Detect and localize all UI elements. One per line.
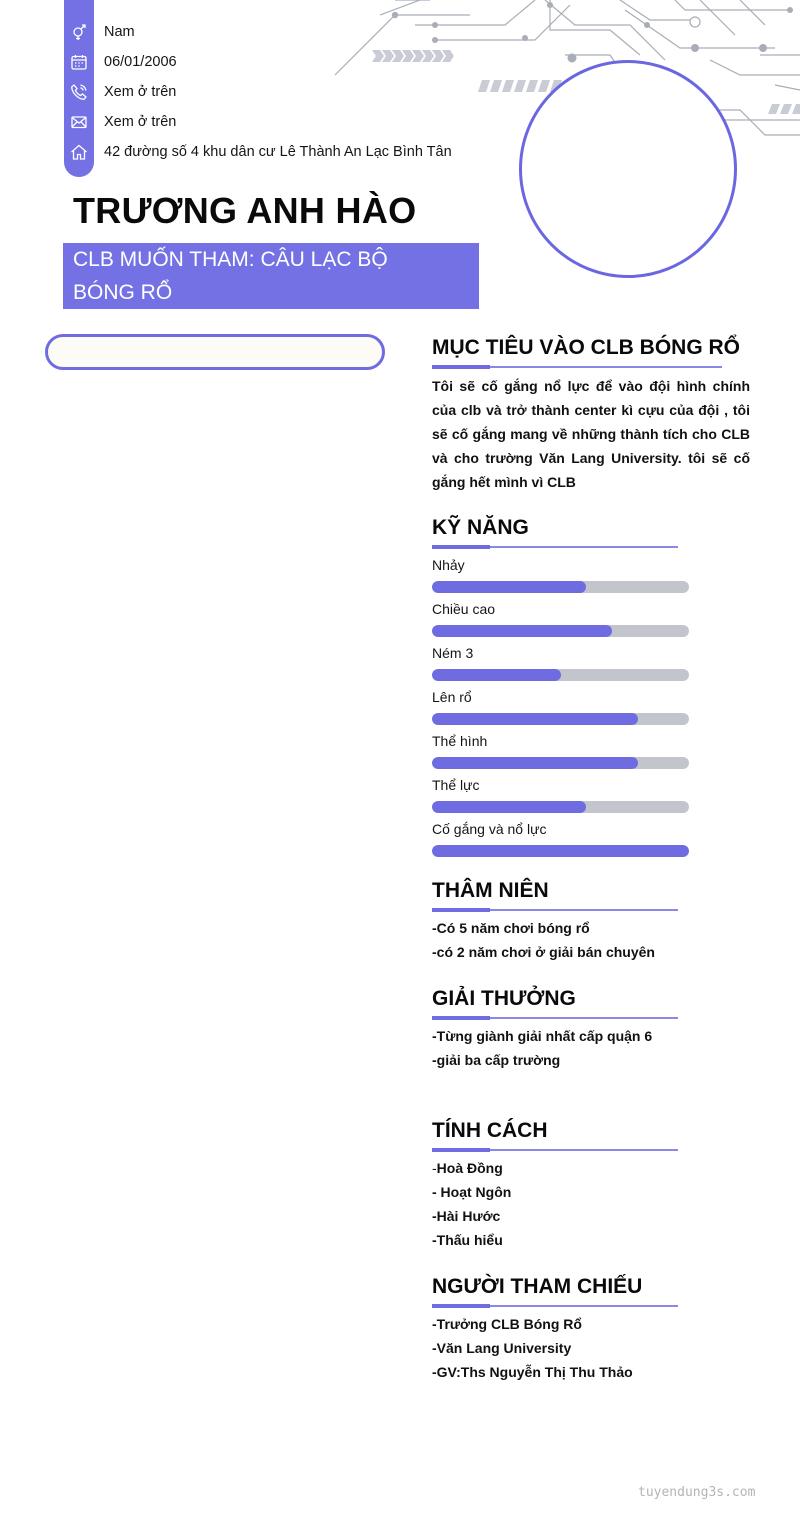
skill-bar-fill bbox=[432, 581, 586, 593]
personality-text: - Hoạt Ngôn bbox=[432, 1184, 512, 1200]
personality-text: -Thấu hiểu bbox=[432, 1232, 503, 1248]
award-item: -giải ba cấp trường bbox=[432, 1052, 561, 1068]
skill-bar-fill bbox=[432, 625, 612, 637]
personality-item bbox=[432, 1232, 503, 1248]
candidate-name: TRƯƠNG ANH HÀO bbox=[73, 190, 417, 231]
phone-icon bbox=[68, 81, 90, 103]
objective-text: Tôi sẽ cố gắng nổ lực để vào đội hình chính của clb và trở thành center kì cựu của đội , tôi sẽ cố gắng mang về những thành tích cho CLB và cho trường Văn Lang University. tôi sẽ cố gắng hết mình vì CLB bbox=[432, 378, 750, 490]
reference-item: -Văn Lang University bbox=[432, 1340, 572, 1356]
personality-text: Hoà Đồng bbox=[436, 1160, 503, 1176]
contact-phone-text: Xem ở trên bbox=[104, 84, 177, 100]
objective-divider bbox=[432, 366, 722, 368]
contact-phone bbox=[68, 77, 176, 107]
personality-title: TÍNH CÁCH bbox=[432, 1119, 548, 1142]
personality-text: -Hài Hước bbox=[432, 1208, 501, 1224]
mail-icon bbox=[68, 111, 90, 133]
skill-bar-fill bbox=[432, 757, 638, 769]
contact-email bbox=[68, 107, 176, 137]
home-icon bbox=[68, 141, 90, 163]
skill-bar-track bbox=[432, 801, 689, 813]
references-divider bbox=[432, 1305, 678, 1307]
contact-address-text: 42 đường số 4 khu dân cư Lê Thành An Lạc Bình Tân bbox=[104, 144, 452, 160]
contact-birthday-text: 06/01/2006 bbox=[104, 54, 177, 70]
gender-icon bbox=[68, 21, 90, 43]
skill-bar-track bbox=[432, 845, 689, 857]
seniority-item: -Có 5 năm chơi bóng rổ bbox=[432, 920, 590, 936]
references-title: NGƯỜI THAM CHIẾU bbox=[432, 1275, 643, 1298]
awards-divider bbox=[432, 1017, 678, 1019]
skill-bar-fill bbox=[432, 713, 638, 725]
left-section-header-pill bbox=[45, 334, 385, 370]
target-line-2: BÓNG RỔ bbox=[73, 281, 173, 304]
avatar-photo-frame bbox=[519, 60, 737, 278]
skill-bar-track bbox=[432, 757, 689, 769]
contact-birthday bbox=[68, 47, 177, 77]
target-banner bbox=[63, 243, 479, 309]
personality-item bbox=[432, 1184, 511, 1200]
skill-label: Ném 3 bbox=[432, 645, 474, 661]
award-item: -Từng giành giải nhất cấp quận 6 bbox=[432, 1028, 653, 1044]
target-line-1: CLB MUỐN THAM: CÂU LẠC BỘ bbox=[73, 248, 388, 271]
personality-item bbox=[432, 1160, 503, 1176]
seniority-item: -có 2 năm chơi ở giải bán chuyên bbox=[432, 944, 655, 960]
skill-label: Nhảy bbox=[432, 557, 465, 573]
skill-bar-track bbox=[432, 713, 689, 725]
objective-title: MỤC TIÊU VÀO CLB BÓNG RỔ bbox=[432, 336, 740, 359]
seniority-title: THÂM NIÊN bbox=[432, 879, 549, 902]
personality-divider bbox=[432, 1149, 678, 1151]
skill-bar-track bbox=[432, 625, 689, 637]
skill-bar-fill bbox=[432, 801, 586, 813]
awards-title: GIẢI THƯỞNG bbox=[432, 987, 576, 1010]
skills-title: KỸ NĂNG bbox=[432, 516, 529, 539]
skill-label: Thể lực bbox=[432, 777, 480, 793]
skill-label: Thể hình bbox=[432, 733, 488, 749]
calendar-icon bbox=[68, 51, 90, 73]
watermark: tuyendung3s.com bbox=[638, 1485, 756, 1500]
contact-email-text: Xem ở trên bbox=[104, 114, 177, 130]
skill-bar-fill bbox=[432, 845, 689, 857]
contact-address bbox=[68, 137, 452, 167]
skill-label: Lên rổ bbox=[432, 689, 472, 705]
skill-bar-track bbox=[432, 669, 689, 681]
skill-bar-fill bbox=[432, 669, 561, 681]
skill-label: Cố gắng và nổ lực bbox=[432, 821, 547, 837]
contact-gender-text: Nam bbox=[104, 24, 135, 40]
personality-item bbox=[432, 1208, 500, 1224]
personality-prefix: - bbox=[432, 1160, 437, 1176]
reference-item: -Trưởng CLB Bóng Rổ bbox=[432, 1316, 582, 1332]
skills-divider bbox=[432, 546, 678, 548]
contact-gender bbox=[68, 17, 135, 47]
seniority-divider bbox=[432, 909, 678, 911]
skill-label: Chiều cao bbox=[432, 601, 496, 617]
skill-bar-track bbox=[432, 581, 689, 593]
reference-item: -GV:Ths Nguyễn Thị Thu Thảo bbox=[432, 1364, 633, 1380]
